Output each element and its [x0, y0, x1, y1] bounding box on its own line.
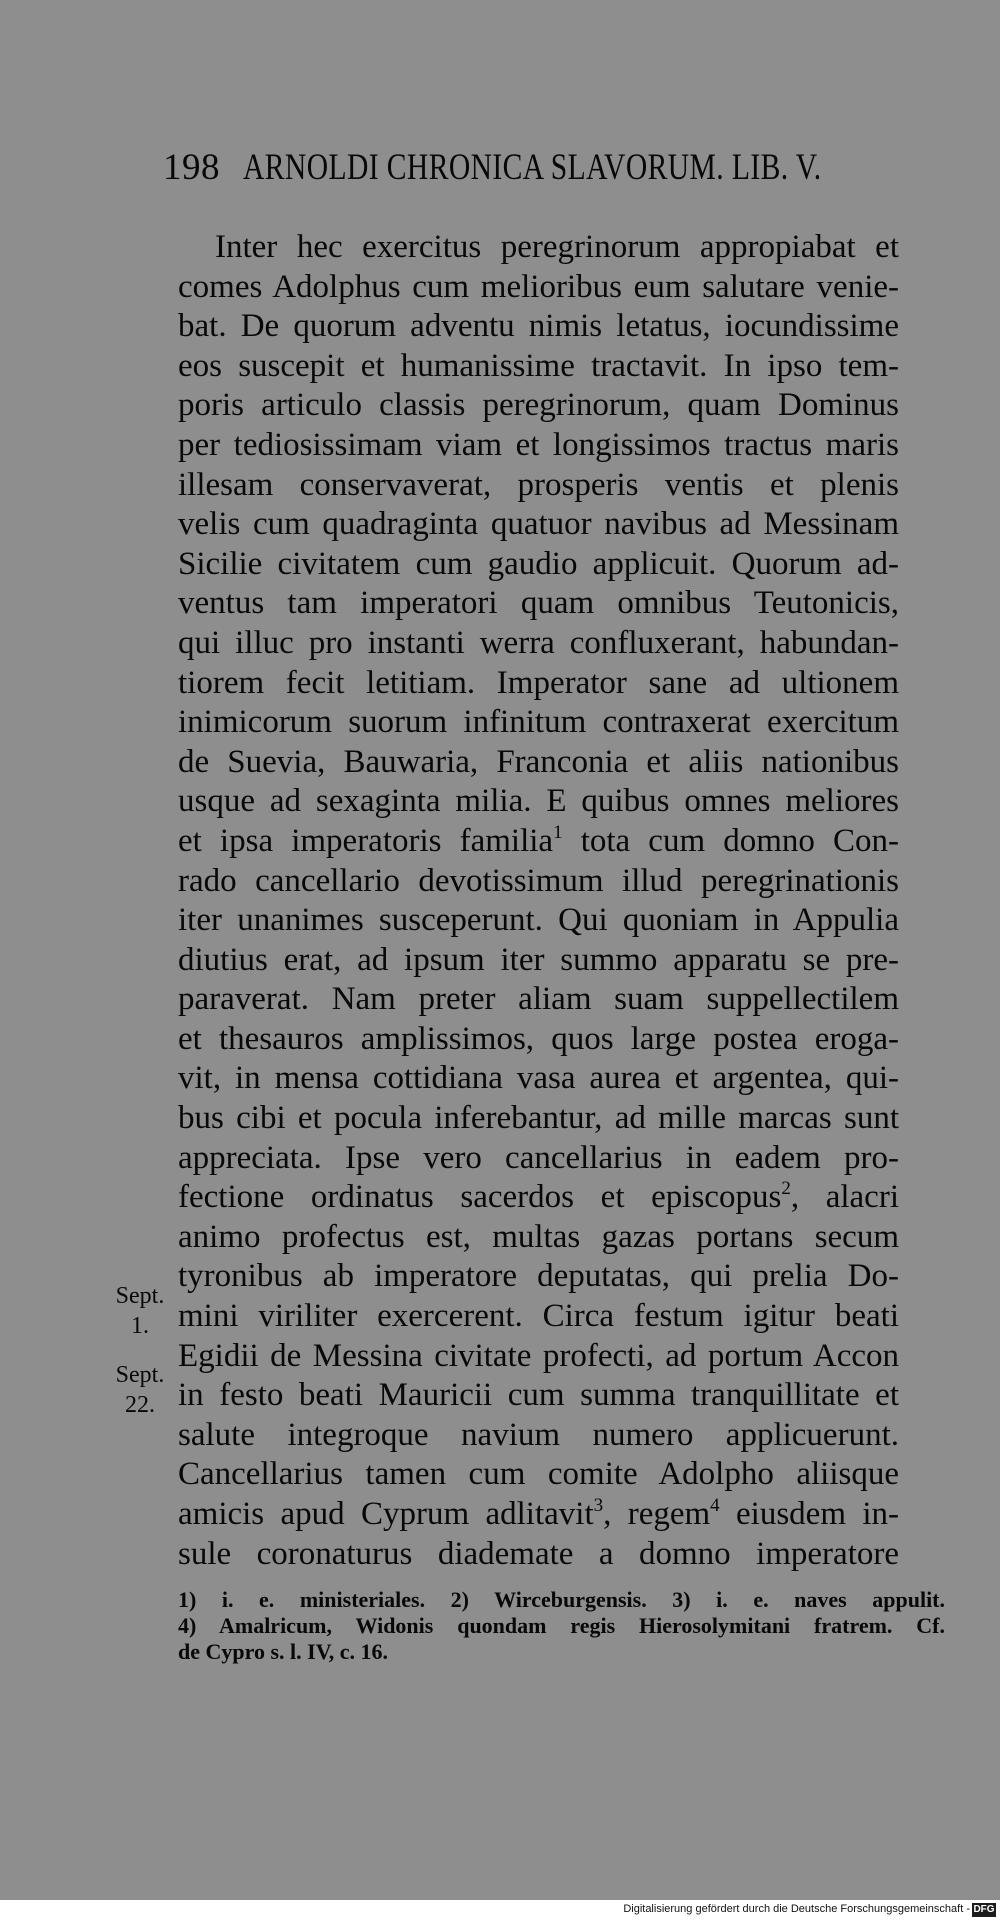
text-line: rado cancellario devotissimum illud peregrinationis [178, 862, 899, 899]
text-line: iter unanimes susceperunt. Qui quoniam in Appulia [178, 902, 899, 939]
text-line: tyronibus ab imperatore deputatas, qui prelia Do- [178, 1258, 899, 1295]
text-line: velis cum quadraginta quatuor navibus ad Messinam [178, 506, 899, 543]
text-segment: eiusdem in- [719, 1496, 899, 1532]
footnote-1: 1) i. e. ministeriales. [178, 1587, 426, 1612]
text-line: illesam conservaverat, prosperis ventis et plenis [178, 466, 899, 503]
text-line: usque ad sexaginta milia. E quibus omnes meliores [178, 783, 899, 820]
text-line: appreciata. Ipse vero cancellarius in eadem pro- [178, 1139, 899, 1176]
text-line: Sicilie civitatem cum gaudio applicuit. Quorum ad- [178, 545, 899, 582]
margin-day: 1. [131, 1313, 149, 1339]
text-line: Egidii de Messina civitate profecti, ad portum Accon [178, 1337, 899, 1374]
footnotes [178, 1587, 945, 1665]
text-segment: amicis apud Cyprum adlitavit [178, 1496, 594, 1532]
text-line: mini viriliter exercerent. Circa festum igitur beati [178, 1298, 899, 1335]
text-line [178, 822, 899, 862]
text-line: salute integroque navium numero applicuerunt. [178, 1416, 899, 1453]
text-line: Inter hec exercitus peregrinorum appropiabat et [215, 229, 899, 265]
text-line: inimicorum suorum infinitum contraxerat exercitum [178, 704, 899, 741]
text-line: per tediosissimam viam et longissimos tractus maris [178, 426, 899, 463]
text-line: bat. De quorum adventu nimis letatus, iocundissime [178, 308, 899, 345]
text-line: comes Adolphus cum melioribus eum salutare venie- [178, 268, 899, 305]
digitization-footer [0, 1900, 1000, 1922]
running-title: ARNOLDI CHRONICA SLAVORUM. LIB. V. [243, 147, 822, 188]
margin-month: Sept. [115, 1362, 165, 1388]
running-head [163, 146, 893, 190]
body-text [178, 228, 899, 1574]
text-line [178, 1495, 899, 1535]
text-line: bus cibi et pocula inferebantur, ad mille marcas sunt [178, 1100, 899, 1137]
text-line: sule coronaturus diademate a domno imperatore [178, 1535, 899, 1572]
footnote-marker: 2 [781, 1178, 791, 1200]
text-line: vit, in mensa cottidiana vasa aurea et argentea, qui- [178, 1060, 899, 1097]
margin-date-note [110, 1281, 170, 1341]
footnote-marker: 4 [710, 1495, 720, 1516]
footnote-marker: 3 [593, 1495, 604, 1516]
text-segment: , alacri [790, 1179, 899, 1216]
footnote-4-continued: de Cypro s. l. IV, c. 16. [178, 1639, 389, 1664]
text-segment: et ipsa imperatoris familia [178, 822, 554, 859]
text-segment: fectione ordinatus sacerdos et episcopus [178, 1179, 782, 1216]
text-line: qui illuc pro instanti werra confluxerant, habundan- [178, 624, 899, 661]
text-line: poris articulo classis peregrinorum, quam Dominus [178, 387, 899, 424]
page-number: 198 [163, 147, 220, 188]
footnote-line [178, 1587, 945, 1613]
text-line: in festo beati Mauricii cum summa tranquillitate et [178, 1377, 899, 1414]
text-line: diutius erat, ad ipsum iter summo apparatu se pre- [178, 941, 899, 978]
margin-date-note [110, 1360, 170, 1420]
text-segment: tota cum domno Con- [562, 822, 900, 859]
text-line: tiorem fecit letitiam. Imperator sane ad ultionem [178, 664, 899, 701]
dfg-logo: DFG [973, 1904, 995, 1915]
text-segment: , regem [603, 1496, 711, 1532]
text-line: ventus tam imperatori quam omnibus Teutonicis, [178, 585, 899, 622]
text-line: Cancellarius tamen cum comite Adolpho aliisque [178, 1456, 899, 1493]
margin-day: 22. [125, 1392, 155, 1418]
footnote-marker: 1 [553, 821, 563, 843]
funding-credit: Digitalisierung gefördert durch die Deutsche Forschungsgemeinschaft - [623, 1903, 970, 1915]
text-line: et thesauros amplissimos, quos large postea eroga- [178, 1020, 899, 1057]
margin-month: Sept. [115, 1283, 165, 1309]
text-line: eos suscepit et humanissime tractavit. In ipso tem- [178, 347, 899, 384]
footnote-4: 4) Amalricum, Widonis quondam regis Hierosolymitani fratrem. Cf. [178, 1613, 945, 1638]
text-line: de Suevia, Bauwaria, Franconia et aliis nationibus [178, 743, 899, 780]
footnote-3: 3) i. e. naves appulit. [672, 1587, 946, 1612]
text-line [178, 1178, 899, 1218]
footnote-2: 2) Wirceburgensis. [450, 1587, 647, 1612]
text-line: paraverat. Nam preter aliam suam suppellectilem [178, 981, 899, 1018]
text-line: animo profectus est, multas gazas portans secum [178, 1218, 899, 1255]
